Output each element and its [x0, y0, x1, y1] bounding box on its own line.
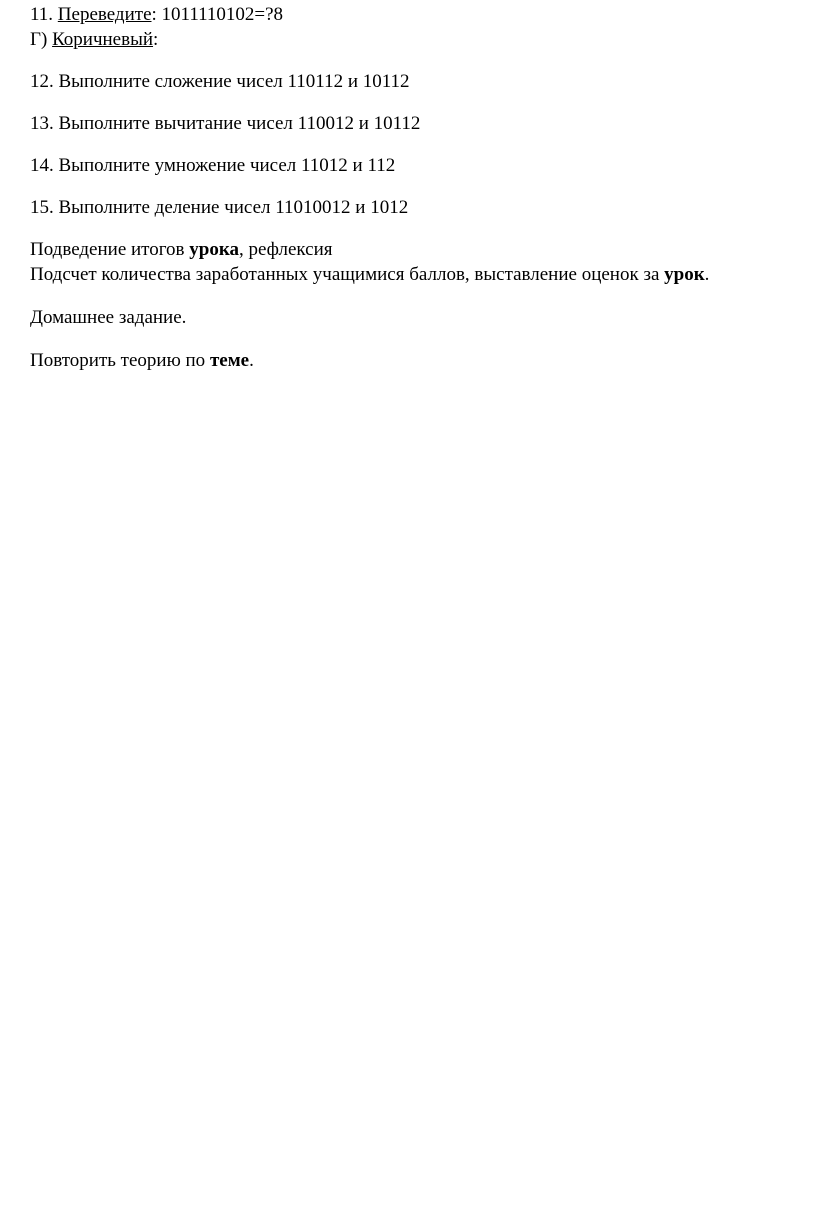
task-15: 15. Выполните деление чисел 11010012 и 1012 [30, 197, 409, 218]
homework-line [30, 348, 254, 374]
homework-tail: . [249, 350, 254, 371]
scoring-bold: урок [664, 264, 705, 285]
task-11-number: 11. [30, 4, 58, 25]
summary-text: Подведение итогов [30, 239, 190, 260]
summary-line [30, 237, 333, 263]
answer-line [30, 27, 158, 53]
task-11-expression: : 1011110102=?8 [151, 4, 284, 25]
homework-bold: теме [209, 350, 250, 371]
task-14: 14. Выполните умножение чисел 11012 и 112 [30, 155, 396, 176]
task-11 [30, 2, 283, 28]
scoring-line [30, 262, 709, 288]
summary-bold: урока [189, 239, 239, 260]
answer-suffix: : [153, 29, 159, 50]
task-11-verb: Переведите [57, 4, 152, 25]
homework-text: Повторить теорию по [30, 350, 210, 371]
scoring-tail: . [704, 264, 710, 285]
answer-word: Коричневый [52, 29, 154, 50]
task-12: 12. Выполните сложение чисел 110112 и 10112 [30, 71, 410, 92]
task-13: 13. Выполните вычитание чисел 110012 и 10112 [30, 113, 421, 134]
scoring-text: Подсчет количества заработанных учащимися баллов, выставление оценок за [30, 264, 665, 285]
answer-prefix: Г) [30, 29, 53, 50]
summary-tail: , рефлексия [239, 239, 333, 260]
homework-title: Домашнее задание. [30, 307, 187, 328]
